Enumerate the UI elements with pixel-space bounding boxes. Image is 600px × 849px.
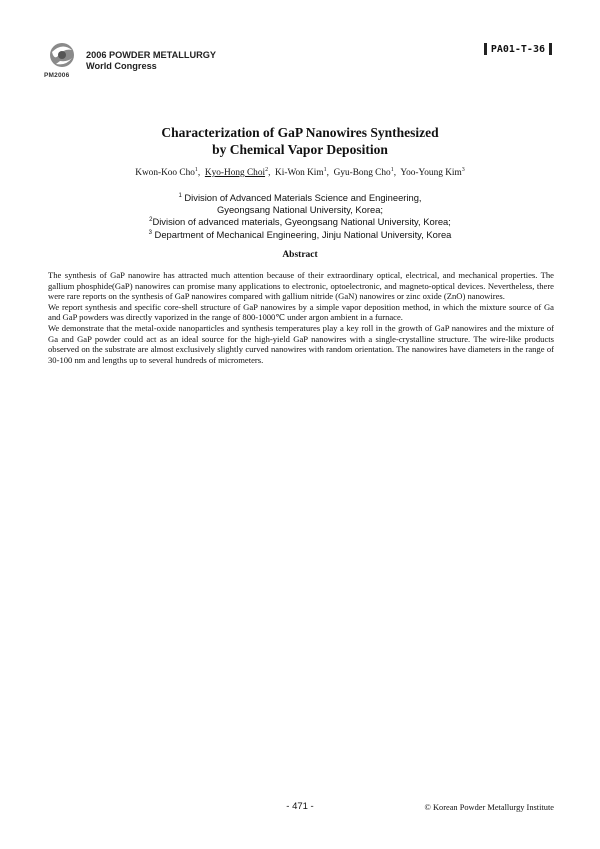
affiliation-2: [0, 215, 600, 228]
copyright: © Korean Powder Metallurgy Institute: [424, 803, 554, 812]
title-line-2: by Chemical Vapor Deposition: [212, 142, 388, 157]
conference-line-2: World Congress: [86, 61, 157, 71]
author-corresponding: Kyo-Hong Choi: [204, 168, 266, 179]
abstract-paragraph-1: The synthesis of GaP nanowire has attracted much attention because of their extraordinary optical, electrical, and mechanical properties. The gallium phosphide(GaP) nanowires can promise many applications to electronic, optoelectronic, and magneto-optical devices. Nevertheless, there were rare reports on the synthesis of GaP nanowires compared with gallium nitride (GaN) nanowires or zinc oxide (ZnO) nanowires.: [48, 270, 554, 302]
logo-text: PM2006: [44, 72, 70, 79]
title-line-1: Characterization of GaP Nanowires Synthesized: [161, 125, 439, 140]
affiliation-1: [0, 191, 600, 204]
affiliation-3-text: Department of Mechanical Engineering, Jinju National University, Korea: [151, 228, 452, 240]
logo-swirl-icon: [44, 40, 80, 72]
abstract-paragraph-3: We demonstrate that the metal-oxide nanoparticles and synthesis temperatures play a key roll in the growth of GaP nanowires and the mixture of Ga and GaP powder could act as an ideal source for the high-yield GaP nanowires with a single-crystalline structure. The wire-like products observed on the substrate are almost exclusively slightly curved nanowires with random orientation. The nanowires have diameters in the range of 30-100 nm and lengths up to several hundreds of micrometers.: [48, 322, 554, 365]
author: Kwon-Koo Cho: [135, 168, 195, 179]
abstract-heading: Abstract: [282, 250, 318, 260]
abstract-paragraph-2: We report synthesis and specific core-shell structure of GaP nanowires by a simple vapor deposition method, in which the mixture source of Ga and GaP powders was directly vaporized in the range of 800-1000℃ under argon ambient in a furnace.: [48, 301, 554, 323]
code-bar-left: [484, 43, 487, 55]
affiliation-sup: 2: [149, 217, 153, 224]
conference-name: [86, 50, 216, 72]
affiliation-sup: 1: [178, 193, 182, 199]
paper-code: [480, 43, 556, 55]
author-sup: 1: [323, 167, 327, 173]
paper-title: [0, 124, 600, 158]
author-sup: 3: [461, 167, 465, 173]
author: Ki-Won Kim: [275, 168, 324, 179]
author-sup: 1: [390, 167, 394, 173]
affiliation-1-line-2: Gyeongsang National University, Korea;: [216, 203, 384, 215]
abstract-body: [48, 270, 554, 365]
author: Yoo-Young Kim: [400, 168, 462, 179]
code-bar-right: [549, 43, 552, 55]
paper-code-text: PA01-T-36: [490, 43, 545, 55]
author-sup: 2: [265, 167, 269, 173]
conference-line-1: 2006 POWDER METALLURGY: [86, 50, 217, 60]
page-number: - 471 -: [286, 801, 314, 812]
affiliation-sup: 3: [148, 229, 152, 236]
affiliation-1-line-1: Division of Advanced Materials Science and Engineering,: [181, 192, 422, 204]
affiliation-3: [0, 228, 600, 241]
affiliations: [0, 191, 600, 240]
author: Gyu-Bong Cho: [333, 168, 391, 179]
affiliation-2-text: Division of advanced materials, Gyeongsang National University, Korea;: [152, 216, 451, 228]
author-list: Kwon-Koo Cho$^1$, Kyo-Hong Choi$^2$, Ki-Won Kim$^1$, Gyu-Bong Cho$^1$, Yoo-Young Kim$^3$: [135, 167, 465, 179]
author-sup: 1: [194, 167, 198, 173]
